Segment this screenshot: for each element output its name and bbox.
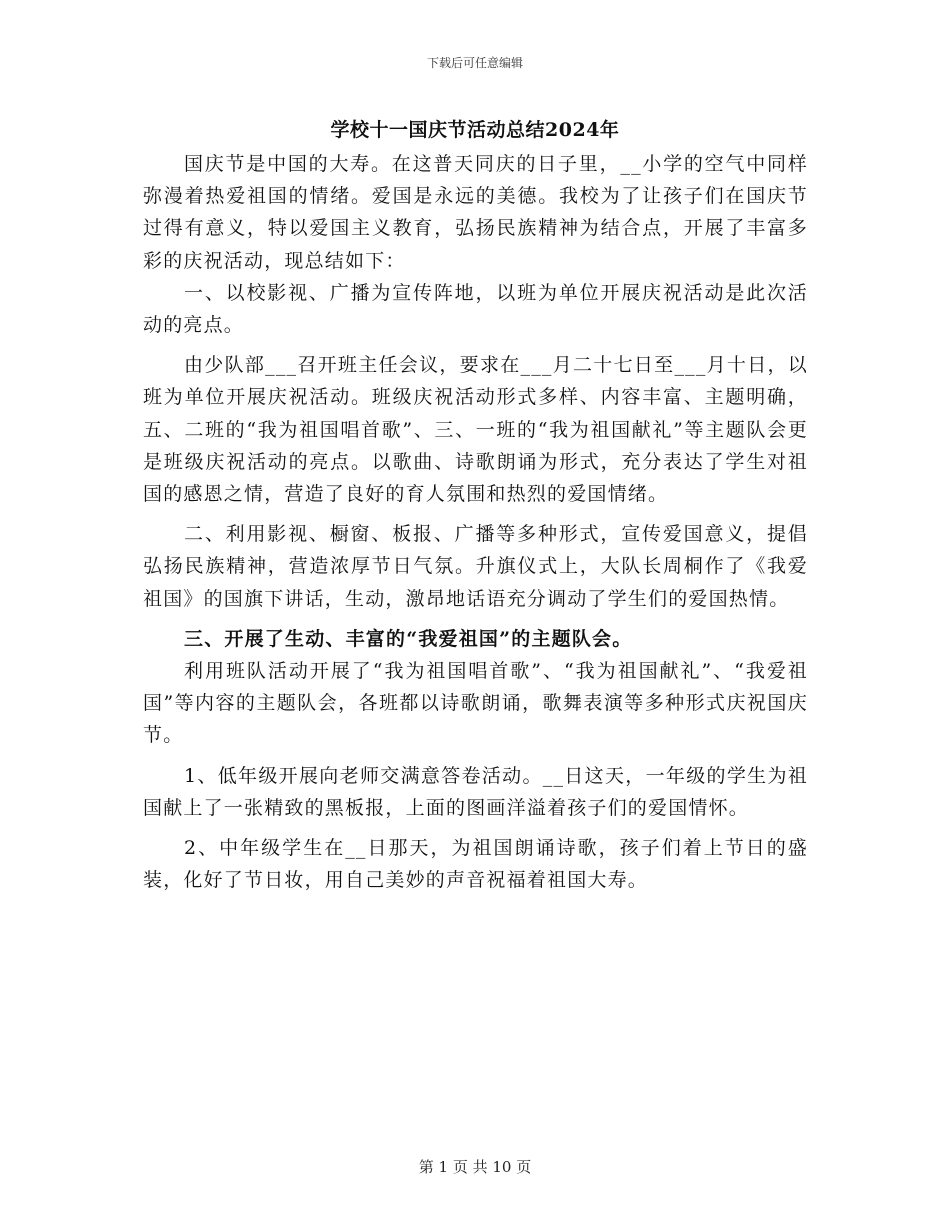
paragraph-section-1: 一、以校影视、广播为宣传阵地，以班为单位开展庆祝活动是此次活动的亮点。 — [143, 281, 808, 337]
paragraph-section-2: 二、利用影视、橱窗、板报、广播等多种形式，宣传爱国意义，提倡弘扬民族精神，营造浓厚节日气氛。升旗仪式上，大队长周桐作了《我爱祖国》的国旗下讲话，生动，激昂地话语充分调动了学生们的爱国热情。 — [143, 523, 808, 610]
document-title: 学校十一国庆节活动总结2024年 — [330, 119, 620, 141]
paragraph-section-1-body: 由少队部___召开班主任会议，要求在___月二十七日至___月十日，以班为单位开展庆祝活动。班级庆祝活动形式多样、内容丰富、主题明确，五、二班的“我为祖国唱首歌”、三、一班的“我为祖国献礼”等主题队会更是班级庆祝活动的亮点。以歌曲、诗歌朗诵为形式，充分表达了学生对祖国的感恩之情，营造了良好的育人氛围和热烈的爱国情绪。 — [143, 354, 808, 506]
paragraph-item-2: 2、中年级学生在__日那天，为祖国朗诵诗歌，孩子们着上节日的盛装，化好了节日妆，用自己美妙的声音祝福着祖国大寿。 — [143, 837, 808, 892]
paragraph-section-3-heading: 三、开展了生动、丰富的“我爱祖国”的主题队会。 — [184, 627, 633, 650]
paragraph-section-3-body: 利用班队活动开展了“我为祖国唱首歌”、“我为祖国献礼”、“我爱祖国”等内容的主题队会，各班都以诗歌朗诵，歌舞表演等多种形式庆祝国庆节。 — [143, 660, 808, 747]
paragraph-item-1: 1、低年级开展向老师交满意答卷活动。__日这天，一年级的学生为祖国献上了一张精致的黑板报，上面的图画洋溢着孩子们的爱国情怀。 — [143, 764, 808, 819]
paragraph-intro: 国庆节是中国的大寿。在这普天同庆的日子里，__小学的空气中同样弥漫着热爱祖国的情绪。爱国是永远的美德。我校为了让孩子们在国庆节过得有意义，特以爱国主义教育，弘扬民族精神为结合点，开展了丰富多彩的庆祝活动，现总结如下： — [143, 153, 808, 272]
page-footer: 第 1 页 共 10 页 — [418, 1158, 532, 1176]
document-body — [143, 148, 808, 896]
header-note: 下载后可任意编辑 — [426, 56, 523, 70]
